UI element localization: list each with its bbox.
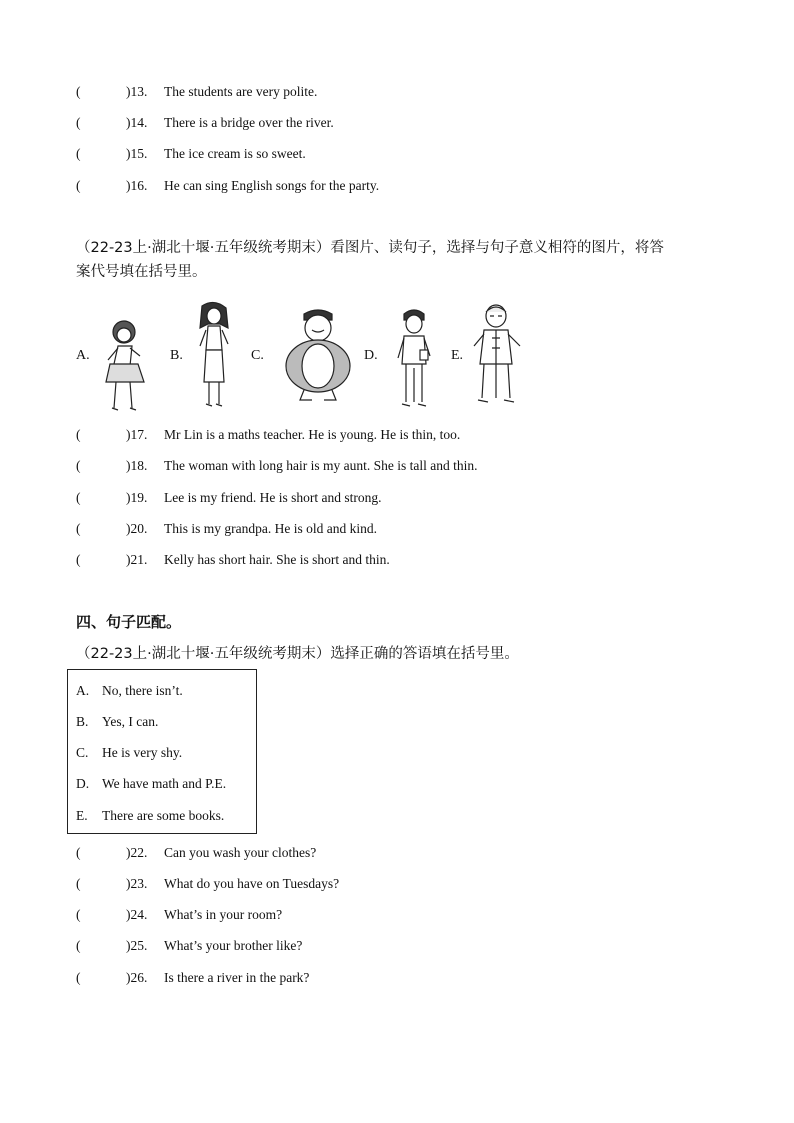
question-text: Mr Lin is a maths teacher. He is young. He is thin, too. — [164, 427, 461, 442]
picture-label-a: A. — [76, 348, 90, 363]
question-16 — [76, 178, 379, 194]
question-number: )14. — [126, 115, 148, 130]
question-text: Can you wash your clothes? — [164, 845, 317, 860]
figure-e-old-man — [470, 302, 526, 408]
question-number: )17. — [126, 427, 148, 442]
option-text: Yes, I can. — [102, 714, 159, 729]
option-text: He is very shy. — [102, 745, 183, 760]
question-text: What do you have on Tuesdays? — [164, 876, 340, 891]
answer-blank[interactable]: ( — [76, 458, 81, 473]
option-a — [76, 683, 183, 699]
answer-blank[interactable]: ( — [76, 845, 81, 860]
answer-blank[interactable]: ( — [76, 521, 81, 536]
answer-blank[interactable]: ( — [76, 178, 81, 193]
question-18 — [76, 458, 477, 474]
question-number: )20. — [126, 521, 148, 536]
question-number: )22. — [126, 845, 148, 860]
answer-blank[interactable]: ( — [76, 907, 81, 922]
figure-c-strong-man — [282, 306, 354, 404]
question-23 — [76, 876, 339, 892]
question-text: What’s your brother like? — [164, 938, 303, 953]
question-text: Lee is my friend. He is short and strong. — [164, 490, 382, 505]
question-number: )19. — [126, 490, 148, 505]
answer-blank[interactable]: ( — [76, 84, 81, 99]
answer-blank[interactable]: ( — [76, 876, 81, 891]
question-13 — [76, 84, 317, 100]
instruction-line-1: （22-23上·湖北十堰·五年级统考期末）看图片、读句子，选择与句子意义相符的图片，将答 — [76, 240, 664, 256]
option-text: We have math and P.E. — [102, 776, 227, 791]
question-number: )16. — [126, 178, 148, 193]
option-e — [76, 808, 224, 824]
question-24 — [76, 907, 282, 923]
question-number: )21. — [126, 552, 148, 567]
option-label: A. — [76, 683, 90, 698]
answer-blank[interactable]: ( — [76, 490, 81, 505]
picture-label-c: C. — [251, 348, 264, 363]
question-text: The ice cream is so sweet. — [164, 146, 306, 161]
option-text: No, there isn’t. — [102, 683, 183, 698]
question-19 — [76, 490, 381, 506]
question-number: )24. — [126, 907, 148, 922]
picture-task-instruction — [76, 236, 664, 284]
option-label: B. — [76, 714, 89, 729]
figure-a-short-girl — [100, 316, 152, 414]
option-b — [76, 714, 158, 730]
question-21 — [76, 552, 390, 568]
picture-label-e: E. — [451, 348, 464, 363]
figure-b-tall-woman — [192, 300, 236, 410]
question-number: )25. — [126, 938, 148, 953]
question-text: There is a bridge over the river. — [164, 115, 334, 130]
question-number: )15. — [126, 146, 148, 161]
option-d — [76, 776, 226, 792]
option-text: There are some books. — [102, 808, 225, 823]
option-c — [76, 745, 182, 761]
question-text: What’s in your room? — [164, 907, 283, 922]
figure-d-young-man — [394, 306, 434, 410]
question-number: )23. — [126, 876, 148, 891]
answer-blank[interactable]: ( — [76, 970, 81, 985]
answer-blank[interactable]: ( — [76, 115, 81, 130]
question-text: Kelly has short hair. She is short and thin. — [164, 552, 390, 567]
question-26 — [76, 970, 309, 986]
section-4-heading: 四、句子匹配。 — [76, 613, 182, 631]
question-20 — [76, 521, 377, 537]
question-text: The woman with long hair is my aunt. She is tall and thin. — [164, 458, 478, 473]
question-15 — [76, 146, 306, 162]
question-number: )13. — [126, 84, 148, 99]
question-number: )26. — [126, 970, 148, 985]
picture-label-b: B. — [170, 348, 183, 363]
question-17 — [76, 427, 460, 443]
question-14 — [76, 115, 334, 131]
option-label: D. — [76, 776, 90, 791]
section-4-instruction: （22-23上·湖北十堰·五年级统考期末）选择正确的答语填在括号里。 — [76, 646, 519, 662]
instruction-line-2: 案代号填在括号里。 — [76, 264, 207, 280]
answer-blank[interactable]: ( — [76, 938, 81, 953]
option-label: E. — [76, 808, 88, 823]
question-number: )18. — [126, 458, 148, 473]
question-text: He can sing English songs for the party. — [164, 178, 380, 193]
question-22 — [76, 845, 316, 861]
option-label: C. — [76, 745, 89, 760]
answer-blank[interactable]: ( — [76, 552, 81, 567]
answer-blank[interactable]: ( — [76, 427, 81, 442]
answer-blank[interactable]: ( — [76, 146, 81, 161]
question-text: The students are very polite. — [164, 84, 318, 99]
answer-options-box — [67, 669, 257, 834]
question-text: Is there a river in the park? — [164, 970, 310, 985]
picture-label-d: D. — [364, 348, 378, 363]
question-text: This is my grandpa. He is old and kind. — [164, 521, 377, 536]
question-25 — [76, 938, 302, 954]
